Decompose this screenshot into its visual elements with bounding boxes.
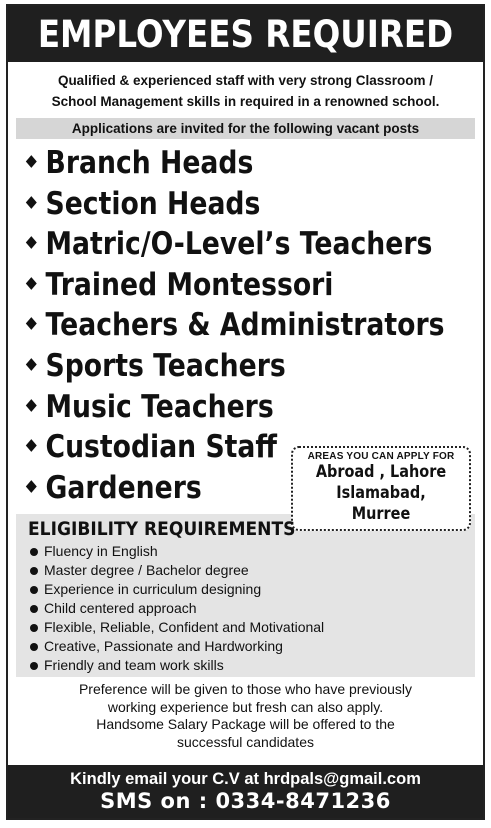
eligibility-item: Child centered approach <box>28 599 465 618</box>
post-item: Teachers & Administrators <box>24 305 419 346</box>
intro-line-1: Qualified & experienced staff with very strong Classroom / <box>57 73 434 88</box>
diamond-bullet-icon <box>26 236 37 249</box>
areas-line-1: Abroad , Lahore <box>315 462 447 482</box>
eligibility-list <box>28 542 465 675</box>
preference-note <box>8 677 483 757</box>
diamond-bullet-icon <box>26 155 37 168</box>
dot-bullet-icon <box>30 624 38 632</box>
post-item: Trained Montessori <box>24 265 419 306</box>
preference-line-1: Preference will be given to those who have previously <box>78 681 413 698</box>
intro-line-2: School Management skills in required in a renowned school. <box>51 94 440 109</box>
diamond-bullet-icon <box>26 480 37 493</box>
post-item: Gardeners <box>24 468 419 509</box>
diamond-bullet-icon <box>26 196 37 209</box>
preference-line-2: working experience but fresh can also apply. <box>107 698 384 715</box>
dot-bullet-icon <box>30 605 38 613</box>
post-item: Section Heads <box>24 184 419 225</box>
eligibility-title: ELIGIBILITY REQUIREMENTS <box>28 518 296 541</box>
job-advertisement <box>6 4 485 820</box>
diamond-bullet-icon <box>26 439 37 452</box>
dot-bullet-icon <box>30 567 38 575</box>
eligibility-item: Experience in curriculum designing <box>28 580 465 599</box>
eligibility-item: Master degree / Bachelor degree <box>28 561 465 580</box>
sms-line: SMS on : 0334-8471236 <box>100 789 391 813</box>
intro-text <box>8 62 483 116</box>
ad-title: EMPLOYEES REQUIRED <box>37 6 455 62</box>
diamond-bullet-icon <box>26 399 37 412</box>
diamond-bullet-icon <box>26 277 37 290</box>
eligibility-item: Fluency in English <box>28 542 465 561</box>
email-line: Kindly email your C.V at hrdpals@gmail.com <box>70 770 421 788</box>
eligibility-item: Friendly and team work skills <box>28 656 465 675</box>
post-item: Custodian Staff <box>24 427 419 468</box>
header-bar <box>8 6 483 62</box>
areas-title: AREAS YOU CAN APPLY FOR <box>307 451 455 462</box>
preference-line-3: Handsome Salary Package will be offered to the <box>96 716 395 733</box>
post-item: Matric/O-Level’s Teachers <box>24 224 419 265</box>
dot-bullet-icon <box>30 586 38 594</box>
eligibility-item: Creative, Passionate and Hardworking <box>28 637 465 656</box>
contact-footer <box>8 765 483 818</box>
eligibility-item: Flexible, Reliable, Confident and Motivational <box>28 618 465 637</box>
post-item: Branch Heads <box>24 143 419 184</box>
eligibility-section <box>16 514 475 677</box>
diamond-bullet-icon <box>26 358 37 371</box>
areas-line-2: Islamabad, Murree <box>336 483 426 524</box>
post-item: Music Teachers <box>24 387 419 428</box>
areas-list <box>308 462 454 525</box>
preference-line-4: successful candidates <box>177 733 314 750</box>
dot-bullet-icon <box>30 548 38 556</box>
dot-bullet-icon <box>30 643 38 651</box>
post-item: Sports Teachers <box>24 346 419 387</box>
dot-bullet-icon <box>30 662 38 670</box>
applications-banner: Applications are invited for the following vacant posts <box>16 118 475 139</box>
diamond-bullet-icon <box>26 318 37 331</box>
